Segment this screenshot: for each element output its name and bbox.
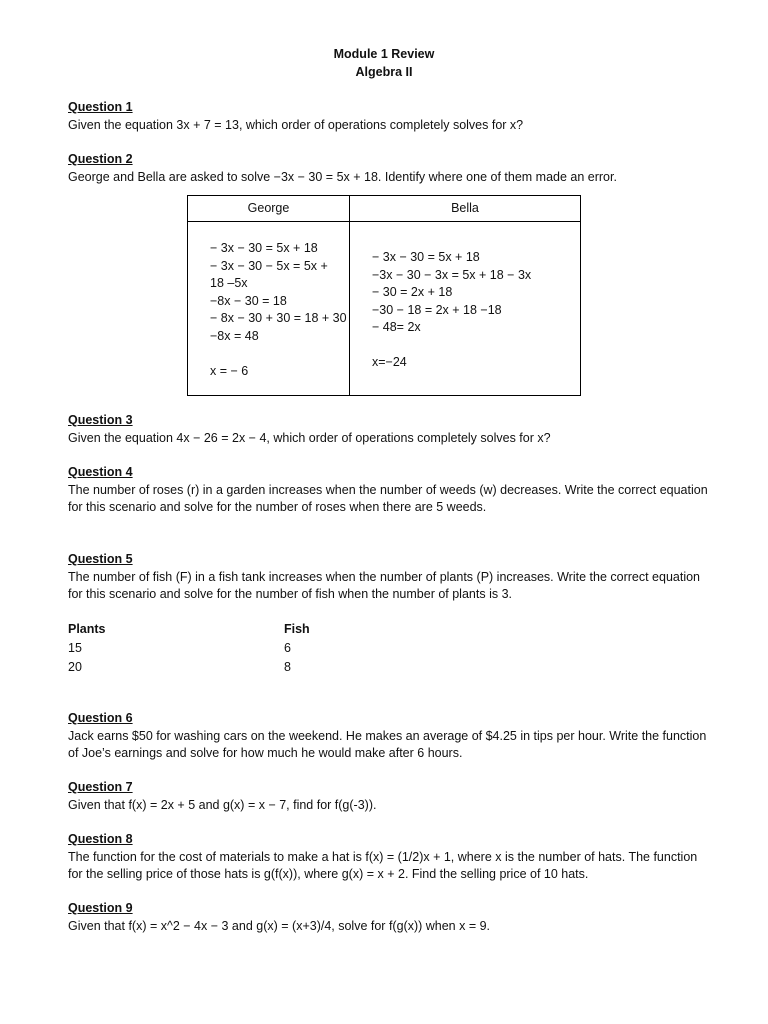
- question-8: [68, 831, 728, 884]
- question-1: [68, 99, 728, 134]
- question-heading: Question 5: [68, 552, 133, 566]
- question-text: Given the equation 4x − 26 = 2x − 4, which order of operations completely solves for x?: [68, 430, 551, 445]
- question-text: for this scenario and solve for the number of roses when there are 5 weeds.: [68, 500, 487, 514]
- bella-column-header: Bella: [451, 201, 479, 215]
- question-text: The function for the cost of materials to make a hat is f(x) = (1/2)x + 1, where x is the number of hats. The function: [68, 849, 698, 864]
- question-text: Given the equation 3x + 7 = 13, which order of operations completely solves for x?: [68, 117, 524, 132]
- work-line: 18 –5x: [210, 276, 248, 290]
- george-column-header: George: [247, 201, 290, 215]
- work-line: − 3x − 30 − 5x = 5x +: [210, 258, 328, 273]
- table-header-row: [68, 621, 368, 640]
- question-9: [68, 900, 728, 935]
- work-line: [372, 337, 531, 355]
- work-line: −3x − 30 − 3x = 5x + 18 − 3x: [372, 267, 532, 282]
- question-6: [68, 710, 728, 763]
- question-4: [68, 464, 728, 517]
- work-line: − 48= 2x: [372, 320, 421, 334]
- question-heading: Question 9: [68, 901, 133, 915]
- work-line: −30 − 18 = 2x + 18 −18: [372, 302, 502, 317]
- work-line: [210, 345, 347, 363]
- question-heading: Question 4: [68, 465, 133, 479]
- plants-header: Plants: [68, 622, 106, 636]
- question-text: The number of roses (r) in a garden increases when the number of weeds (w) decreases. Write the correct equation: [68, 482, 708, 497]
- question-heading: Question 8: [68, 832, 133, 846]
- work-line: − 3x − 30 = 5x + 18: [210, 241, 318, 255]
- question-3: [68, 412, 728, 447]
- question-heading: Question 3: [68, 413, 133, 427]
- work-line: − 30 = 2x + 18: [372, 285, 453, 299]
- question-2: [68, 151, 728, 186]
- fish-header: Fish: [284, 622, 310, 636]
- fish-cell: 8: [284, 660, 291, 674]
- work-line: x=−24: [372, 355, 407, 369]
- plants-fish-table: [68, 621, 368, 678]
- bella-work: [372, 249, 531, 372]
- table-divider: [349, 196, 350, 395]
- table-row: [68, 659, 368, 678]
- question-heading: Question 6: [68, 711, 133, 725]
- question-text: of Joe’s earnings and solve for how much he would make after 6 hours.: [68, 746, 463, 760]
- question-text: Given that f(x) = 2x + 5 and g(x) = x − 7, find for f(g(-3)).: [68, 797, 377, 812]
- question-heading: Question 2: [68, 152, 133, 166]
- george-work: [210, 240, 347, 380]
- question-text: The number of fish (F) in a fish tank increases when the number of plants (P) increases. Write the correct equation: [68, 569, 701, 584]
- question-heading: Question 7: [68, 780, 133, 794]
- question-text: Jack earns $50 for washing cars on the weekend. He makes an average of $4.25 in tips per hour. Write the function: [68, 728, 707, 743]
- document-title: Module 1 Review: [333, 47, 435, 61]
- question-text: for this scenario and solve for the number of fish when the number of plants is 3.: [68, 587, 512, 601]
- question-text: Given that f(x) = x^2 − 4x − 3 and g(x) = (x+3)/4, solve for f(g(x)) when x = 9.: [68, 918, 491, 933]
- question-5: [68, 551, 728, 604]
- table-row: [68, 640, 368, 659]
- question-heading: Question 1: [68, 100, 133, 114]
- work-line: −8x = 48: [210, 328, 259, 343]
- table-divider: [188, 221, 580, 222]
- question-text: George and Bella are asked to solve −3x − 30 = 5x + 18. Identify where one of them made an error.: [68, 169, 617, 184]
- work-line: − 8x − 30 + 30 = 18 + 30: [210, 311, 347, 325]
- plants-cell: 15: [68, 641, 82, 655]
- work-line: − 3x − 30 = 5x + 18: [372, 250, 480, 264]
- fish-cell: 6: [284, 641, 291, 655]
- work-comparison-table: [187, 195, 581, 396]
- document-subtitle: Algebra II: [355, 65, 413, 79]
- plants-cell: 20: [68, 660, 82, 674]
- question-text: for the selling price of those hats is g(f(x)), where g(x) = x + 2. Find the selling price of 10 hats.: [68, 867, 589, 881]
- work-line: −8x − 30 = 18: [210, 293, 287, 308]
- question-7: [68, 779, 728, 814]
- work-line: x = − 6: [210, 363, 249, 378]
